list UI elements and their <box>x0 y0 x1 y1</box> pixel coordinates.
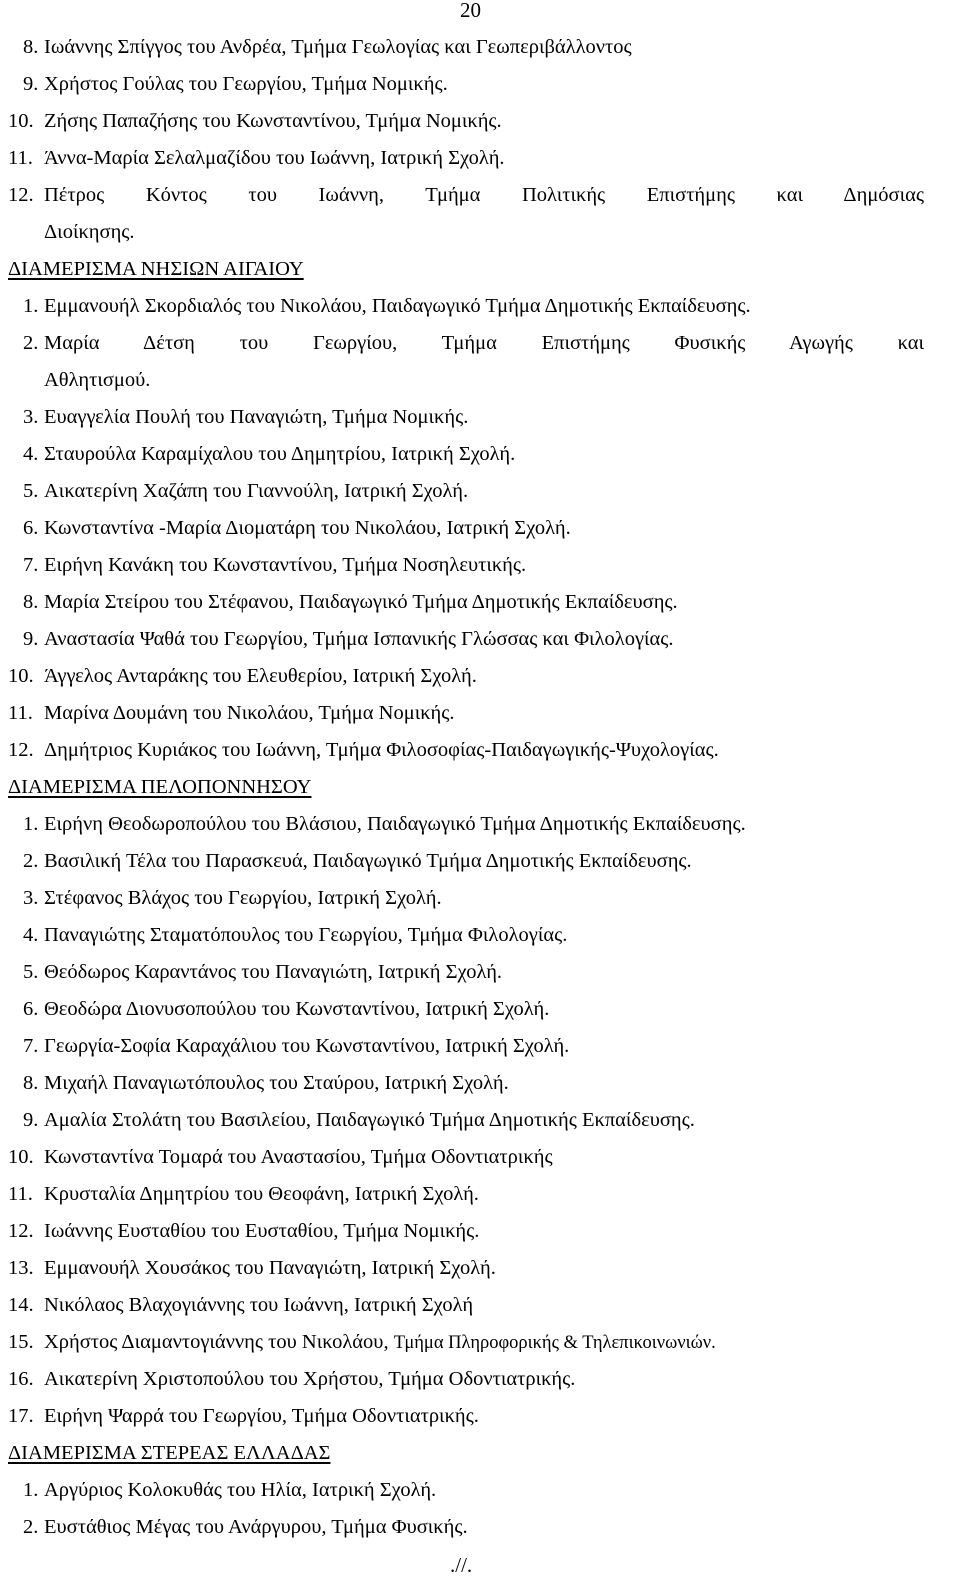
list-item-number: 1. <box>23 1479 39 1501</box>
list-item-text: Άγγελος Ανταράκης του Ελευθερίου, Ιατρική Σχολή. <box>44 665 477 687</box>
list-item-number: 9. <box>23 73 39 95</box>
list-item-text: Αικατερίνη Χριστοπούλου του Χρήστου, Τμήμα Οδοντιατρικής. <box>44 1368 576 1390</box>
list-item-number: 7. <box>23 1035 39 1057</box>
footer-mark: .//. <box>450 1553 473 1577</box>
list-item-number: 12. <box>8 184 34 206</box>
list-item-text: Βασιλική Τέλα του Παρασκευά, Παιδαγωγικό Τμήμα Δημοτικής Εκπαίδευσης. <box>44 850 692 872</box>
list-item <box>0 698 960 735</box>
list-item-text: Κωνσταντίνα Τομαρά του Αναστασίου, Τμήμα Οδοντιατρικής <box>44 1146 553 1168</box>
list-item-number: 2. <box>23 850 39 872</box>
list-item-text: Εμμανουήλ Σκορδιαλός του Νικολάου, Παιδαγωγικό Τμήμα Δημοτικής Εκπαίδευσης. <box>44 295 751 317</box>
list-item-number: 3. <box>23 406 39 428</box>
list-item-text-department: Τμήμα Πληροφορικής & Τηλεπικοινωνιών. <box>393 1333 716 1353</box>
list-item-number: 7. <box>23 554 39 576</box>
list-item-text: Κωνσταντίνα -Μαρία Διοματάρη του Νικολάου, Ιατρική Σχολή. <box>44 517 571 539</box>
list-item-number: 14. <box>8 1294 34 1316</box>
list-item-text: Ευαγγελία Πουλή του Παναγιώτη, Τμήμα Νομικής. <box>44 406 469 428</box>
section-heading <box>0 254 960 291</box>
list-item <box>0 143 960 180</box>
list-item <box>0 1364 960 1401</box>
list-item-text: Παναγιώτης Σταματόπουλος του Γεωργίου, Τμήμα Φιλολογίας. <box>44 924 568 946</box>
list-item <box>0 69 960 106</box>
list-item <box>0 1475 960 1512</box>
list-item-number: 8. <box>23 1072 39 1094</box>
list-item-text: Αικατερίνη Χαζάπη του Γιαννούλη, Ιατρική Σχολή. <box>44 480 469 502</box>
list-item-number: 5. <box>23 480 39 502</box>
list-item-text: Ειρήνη Θεοδωροπούλου του Βλάσιου, Παιδαγωγικό Τμήμα Δημοτικής Εκπαίδευσης. <box>44 813 746 835</box>
list-item-text: Γεωργία-Σοφία Καραχάλιου του Κωνσταντίνου, Ιατρική Σχολή. <box>44 1035 570 1057</box>
list-item-number: 6. <box>23 998 39 1020</box>
list-item <box>0 32 960 69</box>
list-item-text: Ειρήνη Κανάκη του Κωνσταντίνου, Τμήμα Νοσηλευτικής. <box>44 554 527 576</box>
list-item <box>0 1512 960 1549</box>
list-item <box>0 1179 960 1216</box>
list-item <box>0 1401 960 1438</box>
list-item <box>0 550 960 587</box>
list-item-number: 8. <box>23 591 39 613</box>
list-item-text <box>44 1327 716 1358</box>
list-item-number: 11. <box>8 147 33 169</box>
list-item <box>0 1216 960 1253</box>
section-heading-text: ΔΙΑΜΕΡΙΣΜΑ ΠΕΛΟΠΟΝΝΗΣΟΥ <box>8 776 312 798</box>
list-item-number: 12. <box>8 739 34 761</box>
list-item-number: 15. <box>8 1331 34 1353</box>
list-item-number: 1. <box>23 813 39 835</box>
list-item <box>0 1068 960 1105</box>
list-item-number: 11. <box>8 1183 33 1205</box>
list-item-text: Αργύριος Κολοκυθάς του Ηλία, Ιατρική Σχολή. <box>44 1479 437 1501</box>
list-item-text: Άννα-Μαρία Σελαλμαζίδου του Ιωάννη, Ιατρική Σχολή. <box>44 147 505 169</box>
list-item <box>0 328 960 365</box>
list-item-text: Θεόδωρος Καραντάνος του Παναγιώτη, Ιατρική Σχολή. <box>44 961 503 983</box>
list-item <box>0 402 960 439</box>
list-item-number: 1. <box>23 295 39 317</box>
list-item <box>0 809 960 846</box>
list-item <box>0 1142 960 1179</box>
list-item-text: Κρυσταλία Δημητρίου του Θεοφάνη, Ιατρική Σχολή. <box>44 1183 479 1205</box>
section-heading-text: ΔΙΑΜΕΡΙΣΜΑ ΣΤΕΡΕΑΣ ΕΛΛΑΔΑΣ <box>8 1442 331 1464</box>
list-item-text: Νικόλαος Βλαχογιάννης του Ιωάννη, Ιατρική Σχολή <box>44 1294 474 1316</box>
list-item-number: 12. <box>8 1220 34 1242</box>
list-item-text: Ευστάθιος Μέγας του Ανάργυρου, Τμήμα Φυσικής. <box>44 1516 468 1538</box>
list-item <box>0 920 960 957</box>
list-item-text: Αμαλία Στολάτη του Βασιλείου, Παιδαγωγικό Τμήμα Δημοτικής Εκπαίδευσης. <box>44 1109 695 1131</box>
list-item-text: Θεοδώρα Διονυσοπούλου του Κωνσταντίνου, Ιατρική Σχολή. <box>44 998 550 1020</box>
list-item-number: 2. <box>23 1516 39 1538</box>
list-item-text: Πέτρος Κόντος του Ιωάννη, Τμήμα Πολιτικής Επιστήμης και Δημόσιας <box>44 184 924 206</box>
list-item <box>0 1327 960 1364</box>
list-item-text: Μαρία Δέτση του Γεωργίου, Τμήμα Επιστήμης Φυσικής Αγωγής και <box>44 332 924 354</box>
list-item-text: Ιωάννης Ευσταθίου του Ευσταθίου, Τμήμα Νομικής. <box>44 1220 480 1242</box>
list-item <box>0 735 960 772</box>
list-item <box>0 883 960 920</box>
list-item-continuation <box>0 365 960 402</box>
list-item-text-main: Χρήστος Διαμαντογιάννης του Νικολάου, <box>44 1331 394 1353</box>
page-number: 20 <box>460 0 481 22</box>
list-item <box>0 1105 960 1142</box>
section-heading <box>0 1438 960 1475</box>
list-item-text: Εμμανουήλ Χουσάκος του Παναγιώτη, Ιατρική Σχολή. <box>44 1257 496 1279</box>
list-item <box>0 957 960 994</box>
list-item-text: Μαρία Στείρου του Στέφανου, Παιδαγωγικό Τμήμα Δημοτικής Εκπαίδευσης. <box>44 591 678 613</box>
list-item-text: Ιωάννης Σπίγγος του Ανδρέα, Τμήμα Γεωλογίας και Γεωπεριβάλλοντος <box>44 36 632 58</box>
list-item <box>0 291 960 328</box>
list-item <box>0 587 960 624</box>
list-item-number: 9. <box>23 628 39 650</box>
list-item <box>0 106 960 143</box>
list-item <box>0 994 960 1031</box>
list-item <box>0 624 960 661</box>
list-item-number: 9. <box>23 1109 39 1131</box>
list-item-number: 3. <box>23 887 39 909</box>
list-item-number: 5. <box>23 961 39 983</box>
list-item-number: 4. <box>23 443 39 465</box>
list-item-text: Μιχαήλ Παναγιωτόπουλος του Σταύρου, Ιατρική Σχολή. <box>44 1072 509 1094</box>
list-item-text: Διοίκησης. <box>44 221 135 243</box>
list-item-number: 2. <box>23 332 39 354</box>
list-item <box>0 1253 960 1290</box>
list-item <box>0 661 960 698</box>
list-item-text: Δημήτριος Κυριάκος του Ιωάννη, Τμήμα Φιλοσοφίας-Παιδαγωγικής-Ψυχολογίας. <box>44 739 719 761</box>
list-item-text: Αναστασία Ψαθά του Γεωργίου, Τμήμα Ισπανικής Γλώσσας και Φιλολογίας. <box>44 628 674 650</box>
list-item-number: 10. <box>8 110 34 132</box>
list-item-number: 4. <box>23 924 39 946</box>
list-item-continuation <box>0 217 960 254</box>
list-item <box>0 180 960 217</box>
list-item-number: 16. <box>8 1368 34 1390</box>
list-item-number: 13. <box>8 1257 34 1279</box>
list-item <box>0 846 960 883</box>
list-item-text: Μαρίνα Δουμάνη του Νικολάου, Τμήμα Νομικής. <box>44 702 455 724</box>
list-item-text: Ειρήνη Ψαρρά του Γεωργίου, Τμήμα Οδοντιατρικής. <box>44 1405 479 1427</box>
list-item <box>0 513 960 550</box>
section-heading <box>0 772 960 809</box>
section-heading-text: ΔΙΑΜΕΡΙΣΜΑ ΝΗΣΙΩΝ ΑΙΓΑΙΟΥ <box>8 258 304 280</box>
list-item-number: 10. <box>8 665 34 687</box>
list-item-text: Χρήστος Γούλας του Γεωργίου, Τμήμα Νομικής. <box>44 73 448 95</box>
list-item-text: Στέφανος Βλάχος του Γεωργίου, Ιατρική Σχολή. <box>44 887 442 909</box>
list-item-number: 8. <box>23 36 39 58</box>
list-item-number: 10. <box>8 1146 34 1168</box>
list-item-text: Αθλητισμού. <box>44 369 151 391</box>
list-item <box>0 1031 960 1068</box>
list-item-text: Σταυρούλα Καραμίχαλου του Δημητρίου, Ιατρική Σχολή. <box>44 443 516 465</box>
list-item <box>0 476 960 513</box>
list-item <box>0 439 960 476</box>
list-item <box>0 1290 960 1327</box>
list-item-number: 17. <box>8 1405 34 1427</box>
list-item-number: 6. <box>23 517 39 539</box>
list-item-number: 11. <box>8 702 33 724</box>
document-body <box>0 32 960 1549</box>
list-item-text: Ζήσης Παπαζήσης του Κωνσταντίνου, Τμήμα Νομικής. <box>44 110 502 132</box>
